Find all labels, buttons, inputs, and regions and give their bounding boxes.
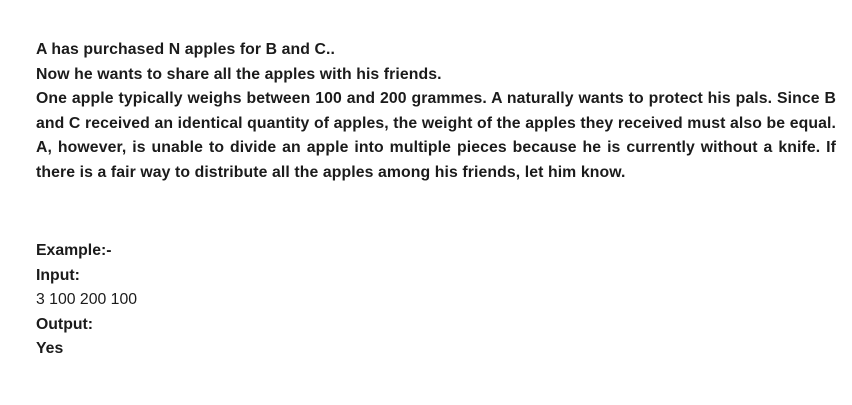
input-label: Input: [36,266,80,284]
problem-description: One apple typically weighs between 100 and 200 grammes. A naturally wants to protect his pals. Since B and C received an identical quantity of apples, the weight of the apples they received must also be equal. A, however, is unable to divide an apple into multiple pieces because he is currently without a knife. If there is a fair way to distribute all the apples among his friends, let him know. [36,90,836,181]
example-heading: Example:- [36,242,112,259]
problem-statement [36,38,836,185]
input-value: 3 100 200 100 [36,291,138,308]
problem-intro-line: A has purchased N apples for B and C.. [36,41,336,58]
output-label: Output: [36,315,94,333]
example-section [36,239,137,362]
output-value: Yes [36,340,64,357]
problem-share-line: Now he wants to share all the apples with his friends. [36,65,442,83]
